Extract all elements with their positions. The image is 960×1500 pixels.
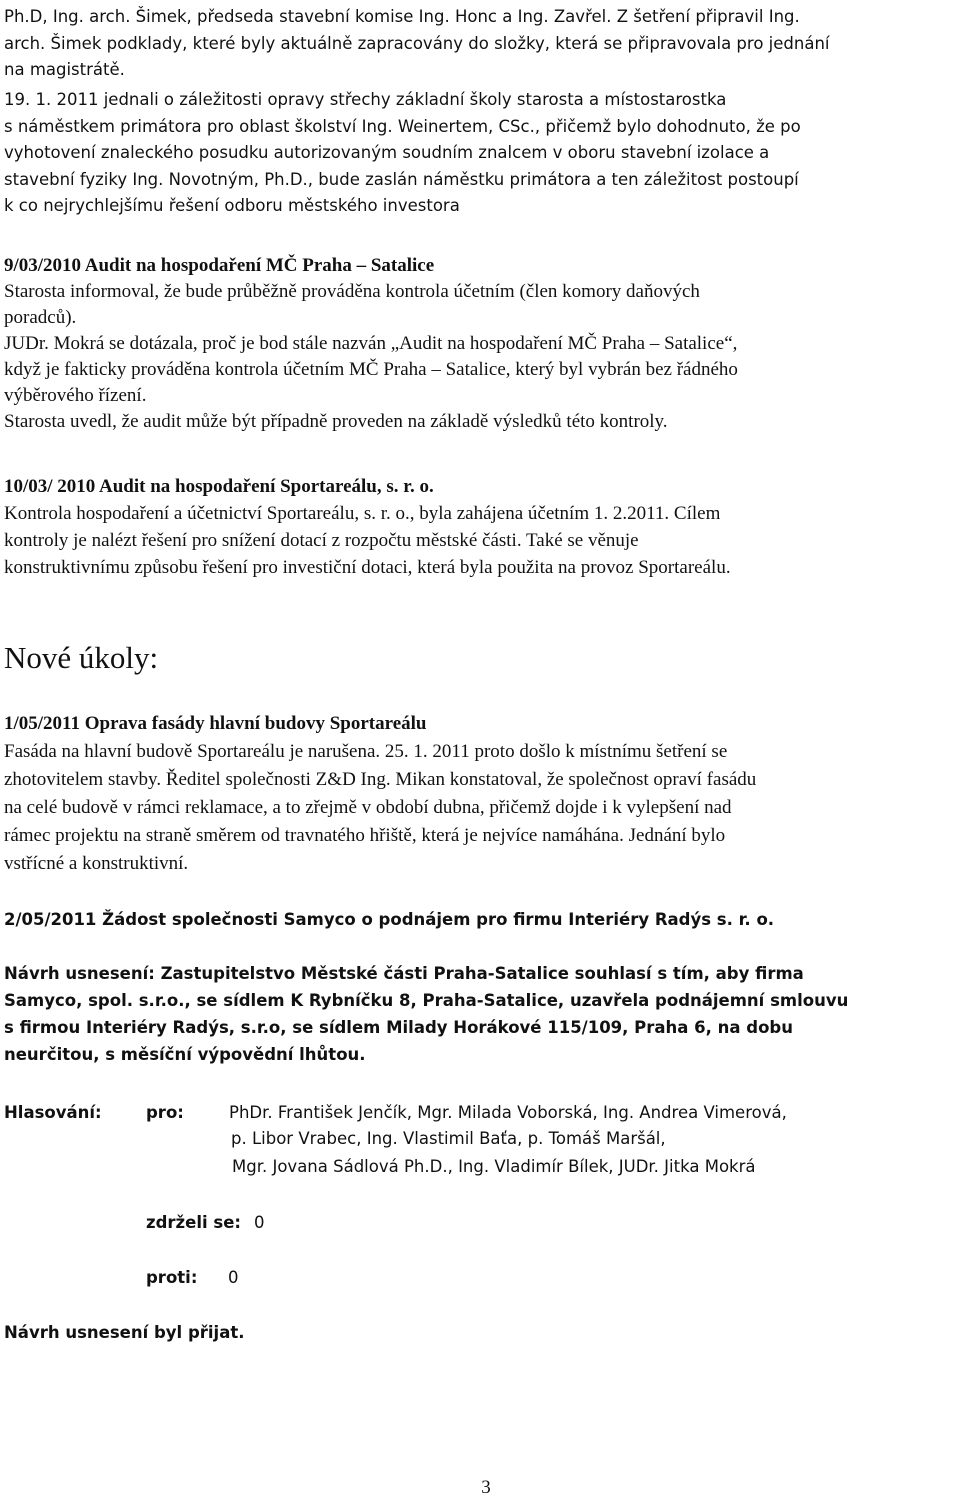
agenda-item-10 [4,475,956,583]
text-line: 19. 1. 2011 jednali o záležitosti opravy střechy základní školy starosta a místostarostka [4,90,727,109]
text-line: na celé budově v rámci reklamace, a to zřejmě v období dubna, přičemž dojde i k vylepšení nad [4,797,732,818]
text-line: vstřícné a konstruktivní. [4,853,189,874]
text-line: vyhotovení znaleckého posudku autorizovaným soudním znalcem v oboru stavební izolace a [4,143,770,162]
text-line: konstruktivnímu způsobu řešení pro investiční dotaci, která byla použita na provoz Sportareálu. [4,557,731,578]
item-heading: 10/03/ 2010 Audit na hospodaření Sportareálu, s. r. o. [4,476,434,497]
text-line: zhotovitelem stavby. Ředitel společnosti Z&D Ing. Mikan konstatoval, že společnost opraví fasádu [4,769,757,790]
for-names-line: PhDr. František Jenčík, Mgr. Milada Voborská, Ing. Andrea Vimerová, [229,1103,787,1122]
text-line: Fasáda na hlavní budově Sportareálu je narušena. 25. 1. 2011 proto došlo k místnímu šetření se [4,741,728,762]
task-1 [4,712,956,880]
text-line: poradců). [4,307,77,328]
agenda-item-9 [4,254,956,436]
item-heading: 2/05/2011 Žádost společnosti Samyco o podnájem pro firmu Interiéry Radýs s. r. o. [4,910,775,929]
text-line: když je fakticky prováděna kontrola účetním MČ Praha – Satalice, který byl vybrán bez řádného [4,359,738,380]
text-line: Starosta uvedl, že audit může být případně proveden na základě výsledků této kontroly. [4,411,668,432]
text-line: rámec projektu na straně směrem od travnatého hřiště, která je nejvíce namáhána. Jednání bylo [4,825,726,846]
text-line: výběrového řízení. [4,385,147,406]
text-line: JUDr. Mokrá se dotázala, proč je bod stále nazván „Audit na hospodaření MČ Praha – Satalice“, [4,333,738,354]
intro-paragraph [4,4,956,220]
against-label: proti: [146,1268,198,1287]
page-number: 3 [481,1477,491,1498]
text-line: Ph.D, Ing. arch. Šimek, předseda stavební komise Ing. Honc a Ing. Zavřel. Z šetření připravil Ing. [4,7,800,26]
abstain-value: 0 [254,1213,265,1232]
proposal-line: Návrh usnesení: Zastupitelstvo Městské části Praha-Satalice souhlasí s tím, aby firma [4,964,804,983]
item-heading: 1/05/2011 Oprava fasády hlavní budovy Sportareálu [4,713,427,734]
text-line: k co nejrychlejšímu řešení odboru městského investora [4,196,460,215]
text-line: na magistrátě. [4,60,125,79]
task-2 [4,908,956,1068]
text-line: s náměstkem primátora pro oblast školství Ing. Weinertem, CSc., přičemž bylo dohodnuto, že po [4,116,801,136]
proposal-line: s firmou Interiéry Radýs, s.r.o, se sídlem Milady Horákové 115/109, Praha 6, na dobu [4,1018,793,1037]
abstain-label: zdrželi se: [146,1213,242,1232]
text-line: stavební fyziky Ing. Novotným, Ph.D., bude zaslán náměstku primátora a ten záležitost postoupí [4,169,799,189]
text-line: arch. Šimek podklady, které byly aktuálně zapracovány do složky, která se připravovala pro jednání [4,33,830,53]
proposal-line: neurčitou, s měsíční výpovědní lhůtou. [4,1045,366,1064]
section-heading: Nové úkoly: [4,640,159,675]
item-heading: 9/03/2010 Audit na hospodaření MČ Praha – Satalice [4,255,435,276]
text-line: Starosta informoval, že bude průběžně prováděna kontrola účetním (člen komory daňových [4,281,700,302]
text-line: kontroly je nalézt řešení pro snížení dotací z rozpočtu městské části. Také se věnuje [4,530,639,551]
voting-label: Hlasování: [4,1103,102,1122]
for-names-line: Mgr. Jovana Sádlová Ph.D., Ing. Vladimír Bílek, JUDr. Jitka Mokrá [232,1157,756,1176]
proposal-line: Samyco, spol. s.r.o., se sídlem K Rybníčku 8, Praha-Satalice, uzavřela podnájemní smlouvu [4,991,849,1010]
result-text: Návrh usnesení byl přijat. [4,1323,245,1342]
text-line: Kontrola hospodaření a účetnictví Sportareálu, s. r. o., byla zahájena účetním 1. 2.2011. Cílem [4,503,721,524]
for-label: pro: [146,1103,184,1122]
against-value: 0 [228,1268,239,1287]
for-names-line: p. Libor Vrabec, Ing. Vlastimil Baťa, p. Tomáš Maršál, [231,1129,666,1148]
